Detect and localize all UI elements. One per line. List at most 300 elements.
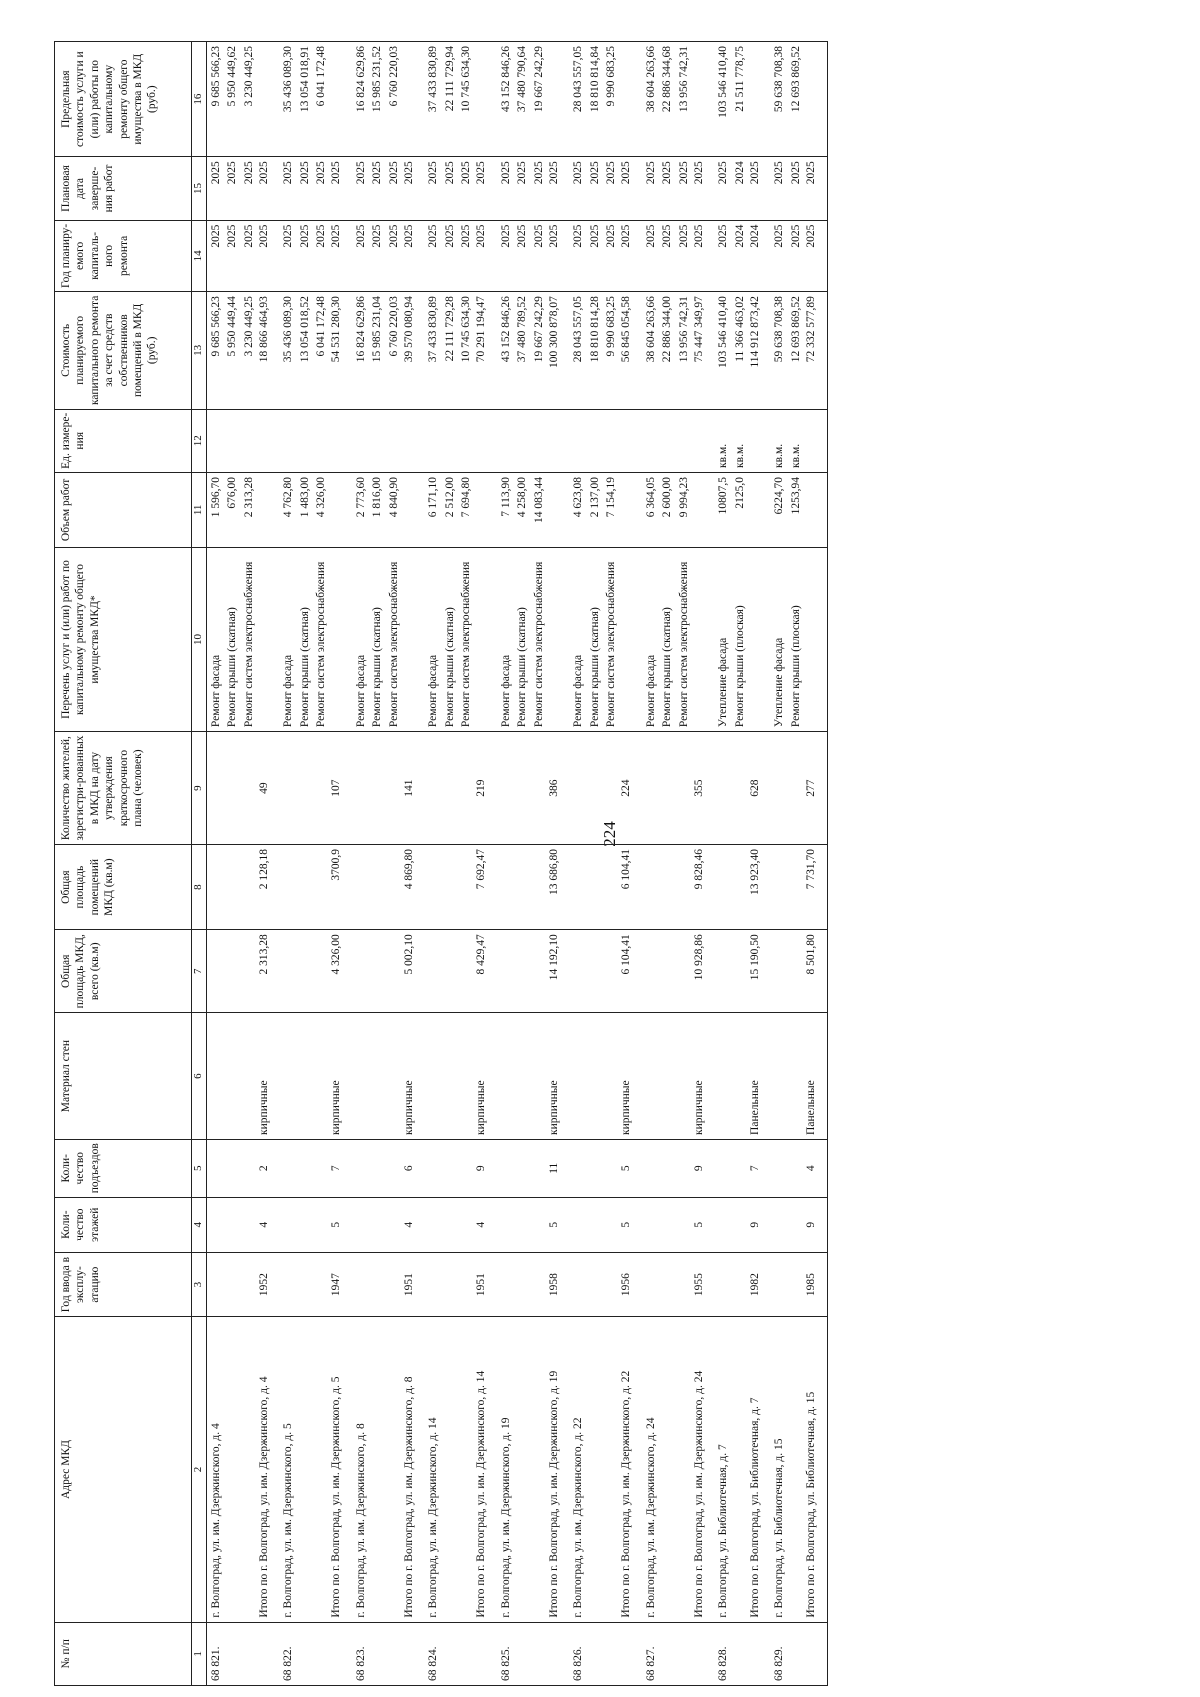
- unit: [424, 409, 440, 472]
- column-number: 7: [192, 930, 207, 1013]
- total-cost: 70 291 194,47: [473, 292, 496, 410]
- row-number: [803, 1622, 827, 1685]
- unit: [546, 409, 569, 472]
- premises-area: [385, 845, 401, 930]
- total-area: [424, 930, 440, 1013]
- total-area: [569, 930, 585, 1013]
- work-volume: 6 171,10: [424, 472, 440, 547]
- residents: [642, 732, 658, 845]
- floors: [385, 1197, 401, 1252]
- column-number: 13: [192, 292, 207, 410]
- completion-date: 2025: [803, 157, 827, 220]
- year-built: 1951: [401, 1252, 424, 1317]
- completion-date: 2025: [787, 157, 803, 220]
- unit: [497, 409, 513, 472]
- work-volume: 4 840,90: [385, 472, 401, 547]
- column-header: Стоимость планируемого капитального ремонта за счет средств собственников помещений в МКД (руб.): [55, 292, 192, 410]
- cost-limit: 6 041 172,48: [312, 42, 328, 157]
- year-built: [312, 1252, 328, 1317]
- floors: [530, 1197, 546, 1252]
- year-built: 1956: [618, 1252, 641, 1317]
- repair-year: 2025: [441, 220, 457, 291]
- total-area: 2 313,28: [256, 930, 279, 1013]
- premises-area: [497, 845, 513, 930]
- floors: 9: [803, 1197, 827, 1252]
- table-row: [424, 42, 440, 1686]
- wall-material: кирпичные: [401, 1013, 424, 1140]
- year-built: [530, 1252, 546, 1317]
- address: [513, 1317, 529, 1622]
- wall-material: [658, 1013, 674, 1140]
- residents: [586, 732, 602, 845]
- total-area: [642, 930, 658, 1013]
- total-area: [675, 930, 691, 1013]
- unit: кв.м.: [714, 409, 730, 472]
- total-cost: 18 866 464,93: [256, 292, 279, 410]
- column-number: 14: [192, 220, 207, 291]
- entrances: [279, 1139, 295, 1197]
- wall-material: кирпичные: [328, 1013, 351, 1140]
- entrances: [441, 1139, 457, 1197]
- row-number: [368, 1622, 384, 1685]
- row-number: [586, 1622, 602, 1685]
- total-area: [658, 930, 674, 1013]
- year-built: [770, 1252, 786, 1317]
- work-volume: 2125,0: [731, 472, 747, 547]
- row-number: 68 822.: [279, 1622, 295, 1685]
- residents: [441, 732, 457, 845]
- repair-year: 2025: [530, 220, 546, 291]
- work-cost: 12 693 869,52: [787, 292, 803, 410]
- work-cost: 35 436 089,30: [279, 292, 295, 410]
- work-volume: 14 083,44: [530, 472, 546, 547]
- year-built: [714, 1252, 730, 1317]
- column-header: Адрес МКД: [55, 1317, 192, 1622]
- total-label: Итого по г. Волгоград, ул. им. Дзержинского, д. 14: [473, 1317, 496, 1622]
- work-name: Ремонт систем электроснабжения: [530, 547, 546, 731]
- residents: [240, 732, 256, 845]
- work-volume: [473, 472, 496, 547]
- premises-area: [675, 845, 691, 930]
- premises-area: [770, 845, 786, 930]
- floors: 4: [256, 1197, 279, 1252]
- total-row: [747, 42, 770, 1686]
- floors: 5: [618, 1197, 641, 1252]
- total-row: [803, 42, 827, 1686]
- residents: [675, 732, 691, 845]
- wall-material: [586, 1013, 602, 1140]
- cost-limit: [328, 42, 351, 157]
- completion-date: 2025: [401, 157, 424, 220]
- year-built: 1982: [747, 1252, 770, 1317]
- cost-limit: 103 546 410,40: [714, 42, 730, 157]
- year-built: [424, 1252, 440, 1317]
- repair-year: 2025: [658, 220, 674, 291]
- work-name: Ремонт систем электроснабжения: [312, 547, 328, 731]
- cost-limit: [401, 42, 424, 157]
- table-row: [787, 42, 803, 1686]
- wall-material: Панельные: [803, 1013, 827, 1140]
- work-cost: 59 638 708,38: [770, 292, 786, 410]
- work-name: [401, 547, 424, 731]
- year-built: [731, 1252, 747, 1317]
- completion-date: 2025: [675, 157, 691, 220]
- work-volume: 4 762,80: [279, 472, 295, 547]
- cost-limit: [618, 42, 641, 157]
- work-name: Ремонт систем электроснабжения: [457, 547, 473, 731]
- work-cost: 43 152 846,26: [497, 292, 513, 410]
- residents: [457, 732, 473, 845]
- table-row: [240, 42, 256, 1686]
- address: [223, 1317, 239, 1622]
- floors: [602, 1197, 618, 1252]
- wall-material: [513, 1013, 529, 1140]
- floors: [513, 1197, 529, 1252]
- work-volume: 2 313,28: [240, 472, 256, 547]
- column-number-row: [192, 42, 207, 1686]
- residents: [658, 732, 674, 845]
- year-built: [602, 1252, 618, 1317]
- total-area: [787, 930, 803, 1013]
- address: [296, 1317, 312, 1622]
- work-name: Ремонт крыши (скатная): [441, 547, 457, 731]
- table-row: [602, 42, 618, 1686]
- column-number: 12: [192, 409, 207, 472]
- residents: [279, 732, 295, 845]
- wall-material: [368, 1013, 384, 1140]
- repair-year: 2025: [803, 220, 827, 291]
- total-cost: 100 300 878,07: [546, 292, 569, 410]
- wall-material: кирпичные: [691, 1013, 714, 1140]
- work-cost: 11 366 463,02: [731, 292, 747, 410]
- completion-date: 2025: [385, 157, 401, 220]
- floors: [279, 1197, 295, 1252]
- wall-material: [530, 1013, 546, 1140]
- residents: [530, 732, 546, 845]
- premises-area: 9 828,46: [691, 845, 714, 930]
- table-row: [441, 42, 457, 1686]
- residents: [385, 732, 401, 845]
- premises-area: [296, 845, 312, 930]
- table-row: [385, 42, 401, 1686]
- unit: [658, 409, 674, 472]
- row-number: 68 828.: [714, 1622, 730, 1685]
- completion-date: 2025: [223, 157, 239, 220]
- cost-limit: [691, 42, 714, 157]
- floors: [296, 1197, 312, 1252]
- row-number: 68 821.: [206, 1622, 223, 1685]
- column-header: Количество жителей, зарегистри-рованных в МКД на дату утверждения краткосрочного плана (человек): [55, 732, 192, 845]
- completion-date: 2025: [473, 157, 496, 220]
- repair-year: 2025: [385, 220, 401, 291]
- work-cost: 19 667 242,29: [530, 292, 546, 410]
- work-volume: 1 816,00: [368, 472, 384, 547]
- wall-material: [385, 1013, 401, 1140]
- premises-area: 13 923,40: [747, 845, 770, 930]
- unit: [569, 409, 585, 472]
- cost-limit: 28 043 557,05: [569, 42, 585, 157]
- cost-limit: [546, 42, 569, 157]
- cost-limit: 5 950 449,62: [223, 42, 239, 157]
- row-number: [457, 1622, 473, 1685]
- repair-year: 2025: [642, 220, 658, 291]
- repair-year: 2024: [731, 220, 747, 291]
- repair-plan-table: [54, 41, 828, 1686]
- column-header: Год планиру-емого капиталь-ного ремонта: [55, 220, 192, 291]
- table-row: [731, 42, 747, 1686]
- year-built: 1951: [473, 1252, 496, 1317]
- work-name: Ремонт фасада: [569, 547, 585, 731]
- address: [731, 1317, 747, 1622]
- total-cost: 56 845 054,58: [618, 292, 641, 410]
- work-cost: 28 043 557,05: [569, 292, 585, 410]
- premises-area: [441, 845, 457, 930]
- wall-material: [787, 1013, 803, 1140]
- work-name: Ремонт фасада: [279, 547, 295, 731]
- completion-date: 2025: [530, 157, 546, 220]
- residents: [497, 732, 513, 845]
- completion-date: 2025: [279, 157, 295, 220]
- unit: [352, 409, 368, 472]
- year-built: [296, 1252, 312, 1317]
- column-number: 3: [192, 1252, 207, 1317]
- total-area: [279, 930, 295, 1013]
- entrances: [497, 1139, 513, 1197]
- premises-area: [279, 845, 295, 930]
- entrances: [352, 1139, 368, 1197]
- unit: [747, 409, 770, 472]
- year-built: [457, 1252, 473, 1317]
- work-cost: 6 041 172,48: [312, 292, 328, 410]
- completion-date: 2025: [312, 157, 328, 220]
- entrances: [675, 1139, 691, 1197]
- premises-area: 6 104,41: [618, 845, 641, 930]
- work-name: [691, 547, 714, 731]
- work-name: Ремонт фасада: [206, 547, 223, 731]
- premises-area: [569, 845, 585, 930]
- unit: [473, 409, 496, 472]
- residents: 277: [803, 732, 827, 845]
- residents: 141: [401, 732, 424, 845]
- floors: [424, 1197, 440, 1252]
- unit: [530, 409, 546, 472]
- premises-area: [513, 845, 529, 930]
- total-area: 10 928,86: [691, 930, 714, 1013]
- total-area: [770, 930, 786, 1013]
- premises-area: [312, 845, 328, 930]
- floors: [223, 1197, 239, 1252]
- total-cost: 39 570 080,94: [401, 292, 424, 410]
- row-number: [787, 1622, 803, 1685]
- row-number: [256, 1622, 279, 1685]
- column-number: 1: [192, 1622, 207, 1685]
- column-number: 8: [192, 845, 207, 930]
- premises-area: [642, 845, 658, 930]
- total-area: 14 192,10: [546, 930, 569, 1013]
- table-row: [675, 42, 691, 1686]
- cost-limit: 59 638 708,38: [770, 42, 786, 157]
- floors: [714, 1197, 730, 1252]
- residents: [770, 732, 786, 845]
- total-area: [368, 930, 384, 1013]
- work-cost: 22 886 344,00: [658, 292, 674, 410]
- year-built: [279, 1252, 295, 1317]
- column-header: Ед. измере-ния: [55, 409, 192, 472]
- work-cost: 5 950 449,44: [223, 292, 239, 410]
- work-cost: 37 480 789,52: [513, 292, 529, 410]
- total-cost: 75 447 349,97: [691, 292, 714, 410]
- year-built: [368, 1252, 384, 1317]
- repair-year: 2025: [586, 220, 602, 291]
- residents: [223, 732, 239, 845]
- total-cost: 72 332 577,89: [803, 292, 827, 410]
- floors: [206, 1197, 223, 1252]
- work-name: [618, 547, 641, 731]
- table-row: [368, 42, 384, 1686]
- work-cost: 37 433 830,89: [424, 292, 440, 410]
- total-area: [586, 930, 602, 1013]
- total-area: [497, 930, 513, 1013]
- work-name: Ремонт систем электроснабжения: [602, 547, 618, 731]
- total-cost: 54 531 280,30: [328, 292, 351, 410]
- address: [312, 1317, 328, 1622]
- table-row: [586, 42, 602, 1686]
- cost-limit: 12 693 869,52: [787, 42, 803, 157]
- table-row: [497, 42, 513, 1686]
- rotated-page: [54, 41, 1164, 1686]
- work-cost: 3 230 449,25: [240, 292, 256, 410]
- cost-limit: 13 054 018,91: [296, 42, 312, 157]
- completion-date: 2025: [368, 157, 384, 220]
- repair-year: 2025: [569, 220, 585, 291]
- work-name: [803, 547, 827, 731]
- total-label: Итого по г. Волгоград, ул. им. Дзержинского, д. 24: [691, 1317, 714, 1622]
- work-name: Ремонт крыши (скатная): [586, 547, 602, 731]
- cost-limit: [747, 42, 770, 157]
- total-area: 5 002,10: [401, 930, 424, 1013]
- column-header: Общая площадь МКД, всего (кв.м): [55, 930, 192, 1013]
- table-row: [296, 42, 312, 1686]
- total-row: [256, 42, 279, 1686]
- residents: [787, 732, 803, 845]
- wall-material: [352, 1013, 368, 1140]
- total-label: Итого по г. Волгоград, ул. им. Дзержинского, д. 5: [328, 1317, 351, 1622]
- unit: кв.м.: [770, 409, 786, 472]
- entrances: [586, 1139, 602, 1197]
- work-name: Ремонт систем электроснабжения: [240, 547, 256, 731]
- work-cost: 15 985 231,04: [368, 292, 384, 410]
- total-area: 6 104,41: [618, 930, 641, 1013]
- work-name: Утепление фасада: [770, 547, 786, 731]
- address: [457, 1317, 473, 1622]
- residents: [513, 732, 529, 845]
- column-header: Объем работ: [55, 472, 192, 547]
- repair-year: 2025: [602, 220, 618, 291]
- work-cost: 6 760 220,03: [385, 292, 401, 410]
- entrances: [368, 1139, 384, 1197]
- premises-area: [658, 845, 674, 930]
- residents: 107: [328, 732, 351, 845]
- work-cost: 18 810 814,28: [586, 292, 602, 410]
- work-volume: 6 364,05: [642, 472, 658, 547]
- total-label: Итого по г. Волгоград, ул. им. Дзержинского, д. 4: [256, 1317, 279, 1622]
- completion-date: 2025: [497, 157, 513, 220]
- entrances: 11: [546, 1139, 569, 1197]
- completion-date: 2025: [602, 157, 618, 220]
- year-built: 1985: [803, 1252, 827, 1317]
- total-row: [691, 42, 714, 1686]
- completion-date: 2025: [691, 157, 714, 220]
- column-header: Коли-чество этажей: [55, 1197, 192, 1252]
- repair-year: 2025: [618, 220, 641, 291]
- total-area: [352, 930, 368, 1013]
- work-cost: 22 111 729,28: [441, 292, 457, 410]
- row-number: 68 829.: [770, 1622, 786, 1685]
- work-name: Ремонт крыши (плоская): [787, 547, 803, 731]
- completion-date: 2025: [714, 157, 730, 220]
- unit: [296, 409, 312, 472]
- floors: [787, 1197, 803, 1252]
- column-number: 10: [192, 547, 207, 731]
- entrances: [731, 1139, 747, 1197]
- work-volume: 4 623,08: [569, 472, 585, 547]
- floors: [240, 1197, 256, 1252]
- column-number: 11: [192, 472, 207, 547]
- work-name: [546, 547, 569, 731]
- premises-area: [206, 845, 223, 930]
- year-built: [441, 1252, 457, 1317]
- work-volume: 1 596,70: [206, 472, 223, 547]
- total-area: 4 326,00: [328, 930, 351, 1013]
- total-area: [206, 930, 223, 1013]
- work-volume: 9 994,23: [675, 472, 691, 547]
- year-built: [642, 1252, 658, 1317]
- address: г. Волгоград, ул. им. Дзержинского, д. 4: [206, 1317, 223, 1622]
- table-row: [206, 42, 223, 1686]
- wall-material: [296, 1013, 312, 1140]
- address: г. Волгоград, ул. им. Дзержинского, д. 24: [642, 1317, 658, 1622]
- residents: [569, 732, 585, 845]
- work-volume: [803, 472, 827, 547]
- repair-year: 2025: [223, 220, 239, 291]
- floors: [441, 1197, 457, 1252]
- column-header: Материал стен: [55, 1013, 192, 1140]
- row-number: [385, 1622, 401, 1685]
- unit: [223, 409, 239, 472]
- row-number: [618, 1622, 641, 1685]
- work-volume: 7 113,90: [497, 472, 513, 547]
- residents: [731, 732, 747, 845]
- column-number: 16: [192, 42, 207, 157]
- unit: [618, 409, 641, 472]
- year-built: 1952: [256, 1252, 279, 1317]
- cost-limit: 22 886 344,68: [658, 42, 674, 157]
- entrances: [312, 1139, 328, 1197]
- work-volume: 6224,70: [770, 472, 786, 547]
- repair-year: 2025: [401, 220, 424, 291]
- wall-material: [714, 1013, 730, 1140]
- floors: [312, 1197, 328, 1252]
- work-name: Ремонт фасада: [497, 547, 513, 731]
- year-built: [513, 1252, 529, 1317]
- work-volume: 676,00: [223, 472, 239, 547]
- year-built: [223, 1252, 239, 1317]
- work-name: Ремонт крыши (скатная): [658, 547, 674, 731]
- completion-date: 2025: [206, 157, 223, 220]
- completion-date: 2025: [642, 157, 658, 220]
- work-name: Ремонт систем электроснабжения: [675, 547, 691, 731]
- repair-year: 2025: [296, 220, 312, 291]
